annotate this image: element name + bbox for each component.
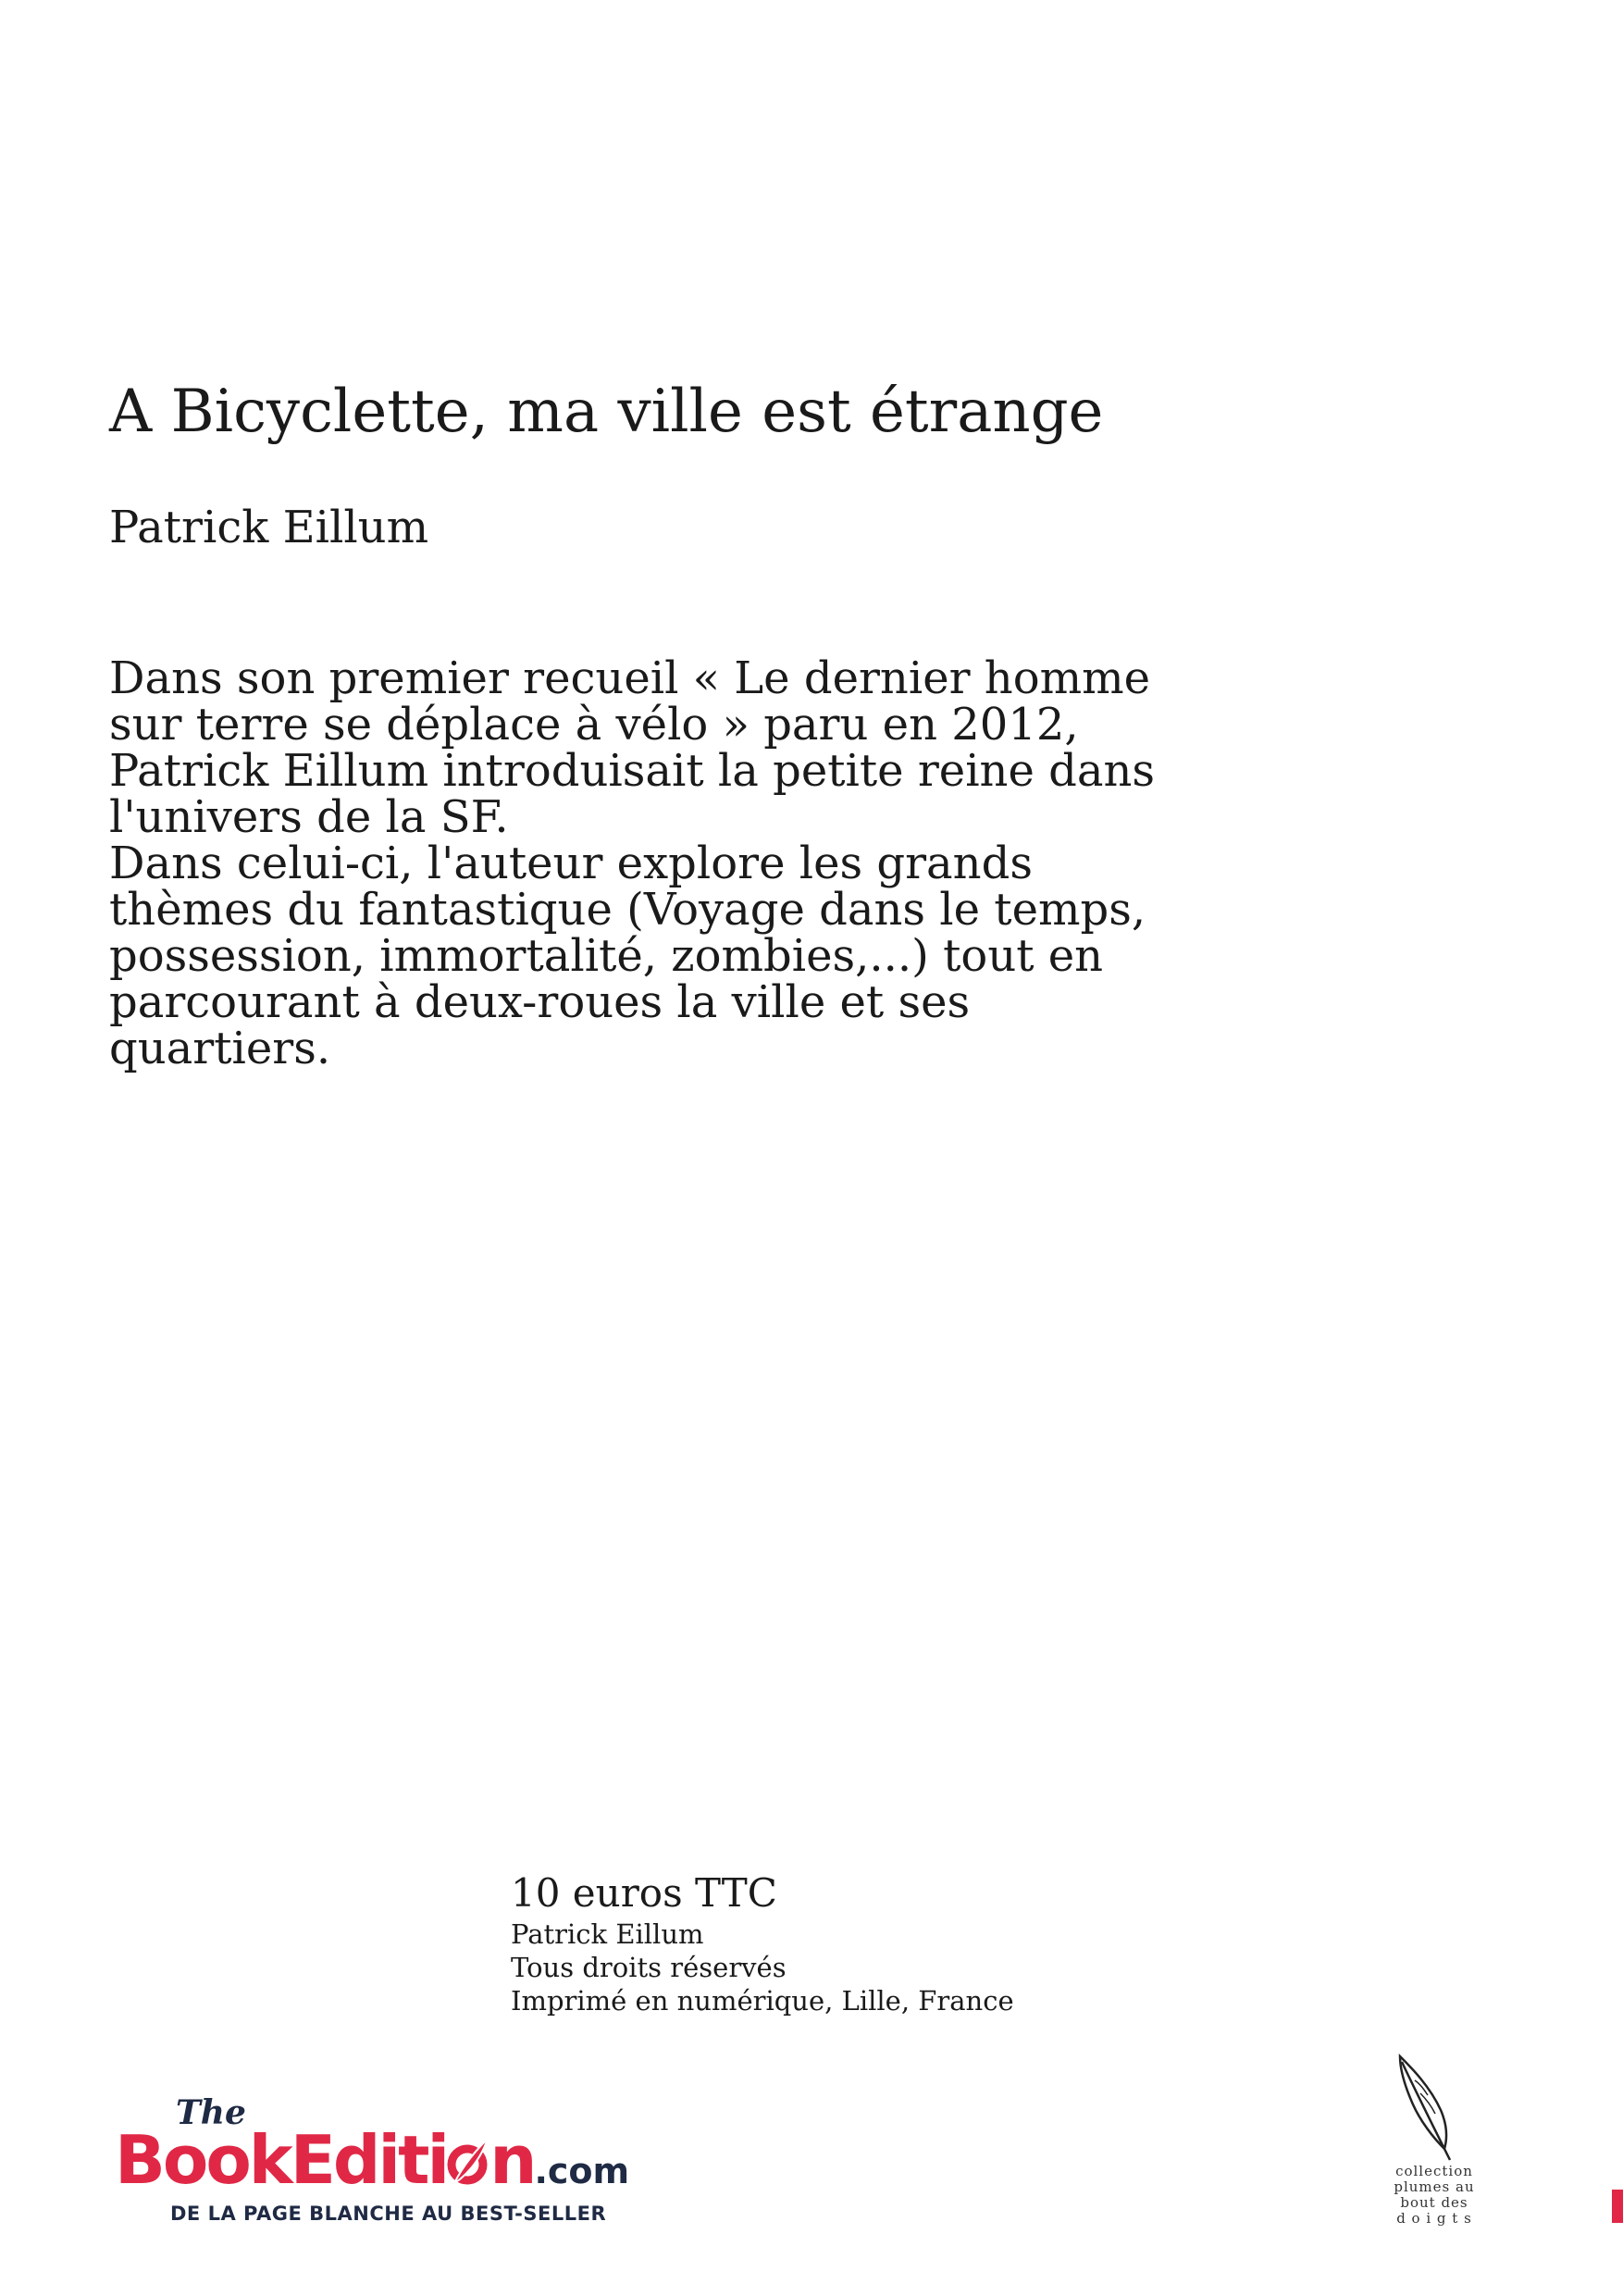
book-author: Patrick Eillum: [109, 502, 429, 553]
book-title: A Bicyclette, ma ville est étrange: [109, 378, 1104, 446]
blurb-line: sur terre se déplace à vélo » paru en 2012,: [109, 699, 1079, 751]
blurb-line: l'univers de la SF.: [109, 791, 509, 843]
colophon-author: Patrick Eillum: [511, 1918, 704, 1950]
logo-name-part1: BookEditi: [115, 2121, 448, 2199]
edge-color-mark: [1612, 2190, 1623, 2223]
publisher-logo: [115, 2093, 679, 2232]
blurb-line: parcourant à deux-roues la ville et ses: [109, 976, 971, 1028]
feather-icon: [1393, 2053, 1457, 2164]
collection-label: [1393, 2164, 1476, 2227]
collection-line: collection: [1395, 2163, 1473, 2179]
logo-wordmark: [115, 2121, 629, 2210]
logo-name-part2: n: [489, 2121, 535, 2199]
blurb-line: Dans son premier recueil « Le dernier homme: [109, 652, 1151, 704]
blurb-line: quartiers.: [109, 1023, 331, 1074]
collection-line: bout des: [1400, 2194, 1468, 2211]
quill-o-icon: [447, 2137, 489, 2185]
blurb-line: Patrick Eillum introduisait la petite reine dans: [109, 745, 1156, 797]
collection-line: plumes au: [1394, 2178, 1475, 2195]
blurb-line: thèmes du fantastique (Voyage dans le temps,: [109, 884, 1146, 936]
back-cover-blurb: [109, 652, 1266, 1074]
price: 10 euros TTC: [511, 1870, 777, 1916]
rights-notice: Tous droits réservés: [511, 1952, 787, 1983]
print-location: Imprimé en numérique, Lille, France: [511, 1985, 1014, 2017]
colophon: [511, 1869, 1014, 2017]
blurb-line: possession, immortalité, zombies,...) tout en: [109, 930, 1104, 982]
logo-the: The: [176, 2093, 246, 2132]
collection-line: d o i g t s: [1396, 2210, 1472, 2227]
logo-tagline: DE LA PAGE BLANCHE AU BEST-SELLER: [170, 2203, 607, 2225]
blurb-line: Dans celui-ci, l'auteur explore les grands: [109, 838, 1033, 889]
logo-domain: .com: [534, 2151, 630, 2191]
